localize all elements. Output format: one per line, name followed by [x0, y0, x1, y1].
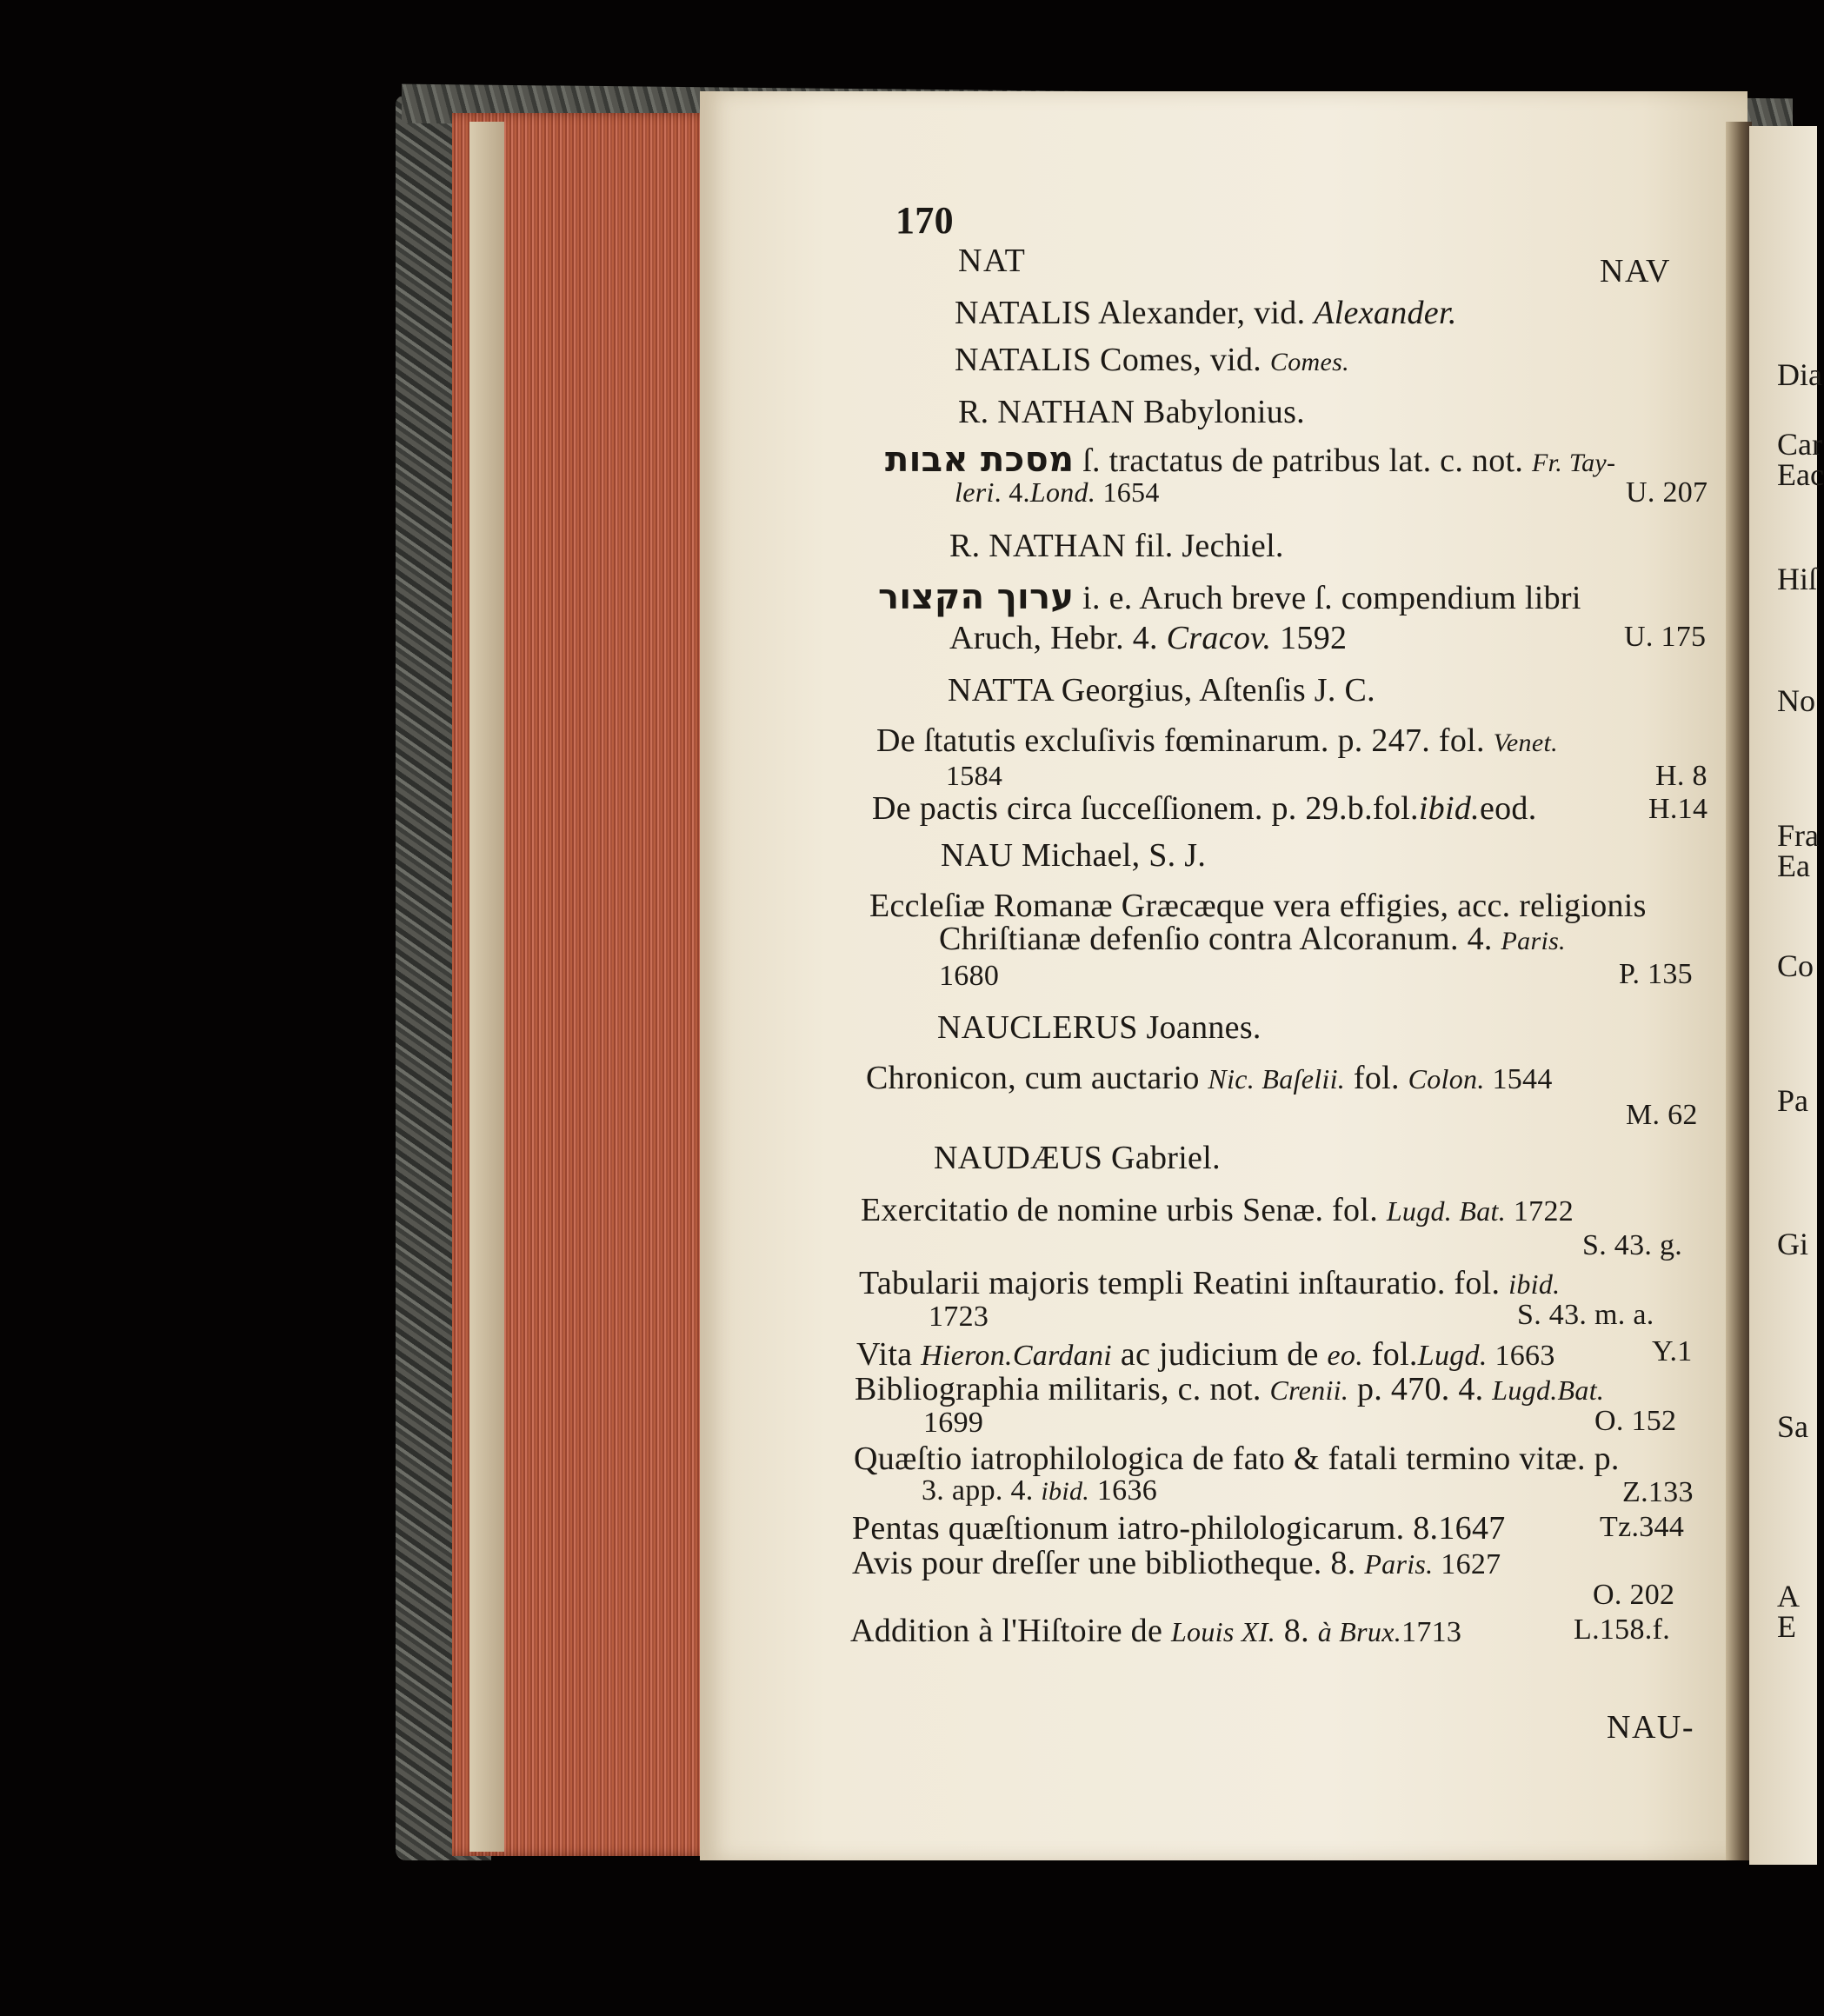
shelf-mark: Z.133: [1622, 1476, 1694, 1508]
entry-line: NAUCLERUS Joannes.: [937, 1009, 1261, 1046]
fragment-text: E: [1777, 1609, 1796, 1644]
fragment-text: Co: [1777, 948, 1814, 983]
fragment-text: Car: [1777, 427, 1822, 462]
entry-line: Addition à l'Hiſtoire de Louis XI. 8. à Brux.1713: [850, 1613, 1462, 1649]
shelf-mark: O. 202: [1593, 1579, 1675, 1611]
shelf-mark: P. 135: [1619, 958, 1693, 990]
entry-line: NATALIS Alexander, vid. Alexander.: [955, 295, 1457, 331]
entry-line: Tabularii majoris templi Reatini inſtauratio. fol. ibid.: [859, 1265, 1561, 1301]
entry-line: Quæſtio iatrophilologica de fato & fatali termino vitæ. p.: [854, 1440, 1620, 1477]
entry-line: 1584: [946, 760, 1003, 791]
hebrew-title: מסכת אבות: [885, 440, 1075, 480]
entry-line: 3. app. 4. ibid. 1636: [922, 1474, 1158, 1507]
entry-line: De pactis circa ſucceſſionem. p. 29.b.fol.ibid.eod.: [872, 790, 1537, 827]
entry-line: De ſtatutis excluſivis fœminarum. p. 247. fol. Venet.: [876, 722, 1558, 759]
shelf-mark: O. 152: [1594, 1405, 1677, 1437]
fragment-text: Eac: [1777, 457, 1824, 492]
running-head-left: NAT: [958, 243, 1027, 279]
fragment-text: No: [1777, 683, 1815, 718]
book-page-right-fragment: [1749, 126, 1824, 1865]
fragment-text: Pa: [1777, 1083, 1808, 1118]
fragment-text: Hiſ: [1777, 562, 1818, 596]
entry-line: ערוך הקצור i. e. Aruch breve ſ. compendium libri: [878, 577, 1581, 617]
entry-line: Pentas quæſtionum iatro-philologicarum. 8.1647: [852, 1510, 1506, 1547]
entry-line: NATALIS Comes, vid. Comes.: [955, 342, 1349, 378]
entry-line: NAU Michael, S. J.: [941, 837, 1207, 874]
shelf-mark: Y.1: [1652, 1335, 1693, 1367]
entry-line: Chriſtianæ defenſio contra Alcoranum. 4. Paris.: [939, 921, 1566, 957]
entry-line: NATTA Georgius, Aſtenſis J. C.: [948, 672, 1375, 709]
entry-line: R. NATHAN fil. Jechiel.: [949, 528, 1284, 564]
shelf-mark: H.14: [1648, 793, 1708, 825]
running-head-right: NAV: [1600, 253, 1671, 289]
entry-line: Exercitatio de nomine urbis Senæ. fol. Lugd. Bat. 1722: [861, 1192, 1574, 1228]
shelf-mark: Tz.344: [1600, 1511, 1685, 1543]
fragment-text: Fra: [1777, 818, 1819, 853]
entry-line: Eccleſiæ Romanæ Græcæque vera effigies, acc. religionis: [869, 888, 1647, 924]
book-gutter: [1726, 122, 1752, 1860]
hebrew-title: ערוך הקצור: [878, 577, 1075, 617]
shelf-mark: U. 175: [1624, 621, 1707, 653]
fragment-text: A: [1777, 1579, 1800, 1613]
page-number: 170: [895, 199, 954, 242]
shelf-mark: U. 207: [1626, 476, 1708, 509]
catchword: NAU-: [1607, 1709, 1694, 1746]
shelf-mark: S. 43. g.: [1582, 1229, 1683, 1261]
fragment-text: Gi: [1777, 1227, 1808, 1261]
fragment-text: Sa: [1777, 1409, 1808, 1444]
entry-line: Vita Hieron.Cardani ac judicium de eo. fol.Lugd. 1663: [856, 1336, 1555, 1373]
entry-line: Aruch, Hebr. 4. Cracov. 1592: [949, 620, 1348, 656]
entry-line: Chronicon, cum auctario Nic. Baſelii. fol. Colon. 1544: [866, 1060, 1553, 1096]
fragment-text: Dia: [1777, 357, 1822, 392]
entry-line: R. NATHAN Babylonius.: [958, 394, 1305, 430]
entry-line: 1723: [929, 1301, 989, 1333]
entry-line: Avis pour dreſſer une bibliotheque. 8. Paris. 1627: [852, 1545, 1501, 1581]
shelf-mark: L.158.f.: [1574, 1613, 1670, 1646]
entry-line: Bibliographia militaris, c. not. Crenii. p. 470. 4. Lugd.Bat.: [855, 1371, 1605, 1407]
page-block-inner: [469, 122, 504, 1852]
shelf-mark: S. 43. m. a.: [1517, 1299, 1654, 1331]
shelf-mark: H. 8: [1655, 760, 1708, 792]
entry-line: leri. 4.Lond. 1654: [955, 476, 1160, 508]
fragment-text: Ea: [1777, 848, 1810, 883]
entry-line: 1680: [939, 960, 1000, 992]
entry-line: מסכת אבות ſ. tractatus de patribus lat. c. not. Fr. Tay-: [885, 440, 1616, 480]
entry-line: 1699: [923, 1407, 984, 1439]
shelf-mark: M. 62: [1626, 1099, 1698, 1131]
entry-line: NAUDÆUS Gabriel.: [934, 1140, 1221, 1176]
